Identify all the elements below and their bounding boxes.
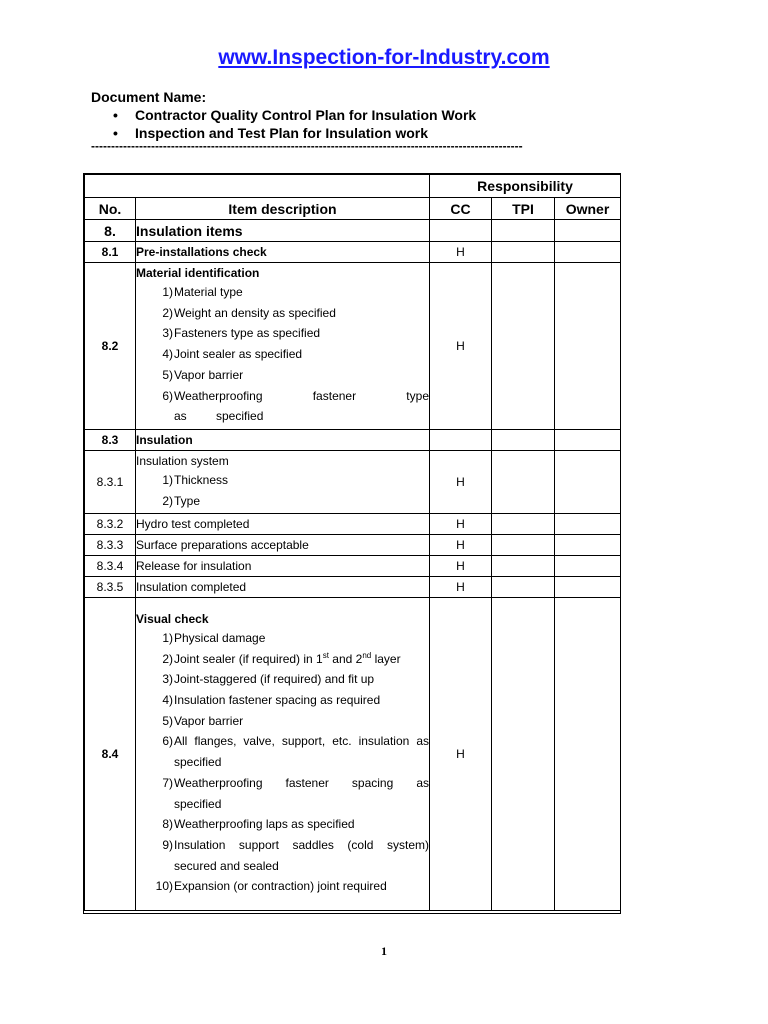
list-item: 2) Joint sealer (if required) in 1st and 2nd layer bbox=[162, 650, 401, 666]
table-row bbox=[85, 556, 621, 577]
list-item: 4) Joint sealer as specified bbox=[162, 347, 303, 362]
column-header-no: No. bbox=[85, 198, 136, 220]
bullet-icon: • bbox=[113, 107, 118, 123]
list-item: 3) Joint-staggered (if required) and fit up bbox=[162, 672, 375, 687]
table-row bbox=[85, 535, 621, 556]
row-number: 8.4 bbox=[85, 598, 136, 911]
list-item bbox=[110, 106, 476, 124]
list-item: 1) Thickness bbox=[162, 472, 229, 487]
table-row bbox=[85, 598, 621, 911]
cc-cell: H bbox=[430, 577, 492, 598]
row-number: 8.3.4 bbox=[85, 556, 136, 577]
tpi-cell bbox=[492, 430, 555, 451]
row-number: 8.3 bbox=[85, 430, 136, 451]
row-description bbox=[136, 430, 430, 451]
list-item: 6) Weatherproofing fastener type as specified bbox=[162, 388, 429, 424]
cc-cell: H bbox=[430, 263, 492, 430]
row-title: Pre-installations check bbox=[136, 244, 267, 259]
item-list bbox=[136, 628, 429, 897]
dashed-divider: ------------------------------------------------------------------------------------------------------------ bbox=[91, 139, 523, 153]
row-description bbox=[136, 451, 430, 514]
table-header-row-1 bbox=[85, 175, 621, 198]
list-item: 2) Type bbox=[162, 493, 201, 508]
owner-cell bbox=[555, 263, 621, 430]
tpi-cell bbox=[492, 242, 555, 263]
cc-cell: H bbox=[430, 535, 492, 556]
row-description: Insulation completed bbox=[136, 577, 430, 598]
owner-cell bbox=[555, 598, 621, 911]
tpi-cell bbox=[492, 577, 555, 598]
table-row bbox=[85, 451, 621, 514]
cc-cell: H bbox=[430, 242, 492, 263]
owner-cell bbox=[555, 242, 621, 263]
item-list bbox=[136, 470, 429, 511]
table-row bbox=[85, 242, 621, 263]
row-title: Insulation system bbox=[136, 453, 229, 468]
document-name-2: Inspection and Test Plan for Insulation work bbox=[135, 125, 428, 141]
site-link[interactable]: www.Inspection-for-Industry.com bbox=[218, 46, 550, 69]
section-title: Insulation items bbox=[136, 220, 430, 242]
row-number: 8.3.3 bbox=[85, 535, 136, 556]
cc-cell: H bbox=[430, 598, 492, 911]
column-header-tpi: TPI bbox=[492, 198, 555, 220]
cc-cell: H bbox=[430, 556, 492, 577]
owner-cell bbox=[555, 220, 621, 242]
row-description bbox=[136, 598, 430, 911]
row-description: Release for insulation bbox=[136, 556, 430, 577]
owner-cell bbox=[555, 451, 621, 514]
tpi-cell bbox=[492, 556, 555, 577]
row-title: Insulation bbox=[136, 432, 193, 447]
tpi-cell bbox=[492, 451, 555, 514]
tpi-cell bbox=[492, 514, 555, 535]
row-number: 8.2 bbox=[85, 263, 136, 430]
page-number: 1 bbox=[381, 944, 387, 958]
table-row bbox=[85, 430, 621, 451]
inspection-plan-table bbox=[84, 174, 621, 911]
list-item: 1) Physical damage bbox=[162, 630, 266, 645]
column-header-cc: CC bbox=[430, 198, 492, 220]
table-row bbox=[85, 220, 621, 242]
row-number: 8.1 bbox=[85, 242, 136, 263]
owner-cell bbox=[555, 514, 621, 535]
responsibility-header: Responsibility bbox=[430, 175, 621, 198]
tpi-cell bbox=[492, 535, 555, 556]
tpi-cell bbox=[492, 220, 555, 242]
row-description bbox=[136, 263, 430, 430]
table-row bbox=[85, 514, 621, 535]
list-item: 7) Weatherproofing fastener spacing as specified bbox=[162, 775, 429, 811]
document-name-label: Document Name: bbox=[91, 89, 207, 105]
list-item: 3) Fasteners type as specified bbox=[162, 326, 321, 341]
tpi-cell bbox=[492, 263, 555, 430]
table-row bbox=[85, 577, 621, 598]
list-item: 9) Insulation support saddles (cold system) secured and sealed bbox=[162, 837, 429, 873]
row-description: Surface preparations acceptable bbox=[136, 535, 430, 556]
list-item: 4) Insulation fastener spacing as required bbox=[162, 693, 381, 708]
cc-cell bbox=[430, 430, 492, 451]
owner-cell bbox=[555, 430, 621, 451]
list-item: 5) Vapor barrier bbox=[162, 367, 244, 382]
cc-cell: H bbox=[430, 514, 492, 535]
row-number: 8.3.1 bbox=[85, 451, 136, 514]
column-header-owner: Owner bbox=[555, 198, 621, 220]
row-number: 8.3.2 bbox=[85, 514, 136, 535]
list-item: 8) Weatherproofing laps as specified bbox=[162, 817, 355, 832]
list-item: 5) Vapor barrier bbox=[162, 713, 244, 728]
list-item: 1) Material type bbox=[162, 285, 243, 300]
item-list bbox=[136, 282, 429, 427]
row-description: Hydro test completed bbox=[136, 514, 430, 535]
row-number: 8.3.5 bbox=[85, 577, 136, 598]
section-number: 8. bbox=[85, 220, 136, 242]
row-description bbox=[136, 242, 430, 263]
owner-cell bbox=[555, 577, 621, 598]
bullet-icon: • bbox=[113, 125, 118, 141]
list-item: 2) Weight an density as specified bbox=[162, 305, 336, 320]
document-name-1: Contractor Quality Control Plan for Insulation Work bbox=[135, 107, 477, 123]
document-name-list bbox=[110, 106, 476, 142]
header-blank-cell bbox=[85, 175, 430, 198]
table-header-row-2 bbox=[85, 198, 621, 220]
owner-cell bbox=[555, 535, 621, 556]
cc-cell bbox=[430, 220, 492, 242]
list-item: 6) All flanges, valve, support, etc. insulation as specified bbox=[162, 734, 429, 770]
owner-cell bbox=[555, 556, 621, 577]
table-row bbox=[85, 263, 621, 430]
row-title: Material identification bbox=[136, 266, 260, 281]
list-item: 10) Expansion (or contraction) joint required bbox=[155, 879, 387, 894]
column-header-item-description: Item description bbox=[136, 198, 430, 220]
tpi-cell bbox=[492, 598, 555, 911]
cc-cell: H bbox=[430, 451, 492, 514]
row-title: Visual check bbox=[136, 611, 209, 626]
